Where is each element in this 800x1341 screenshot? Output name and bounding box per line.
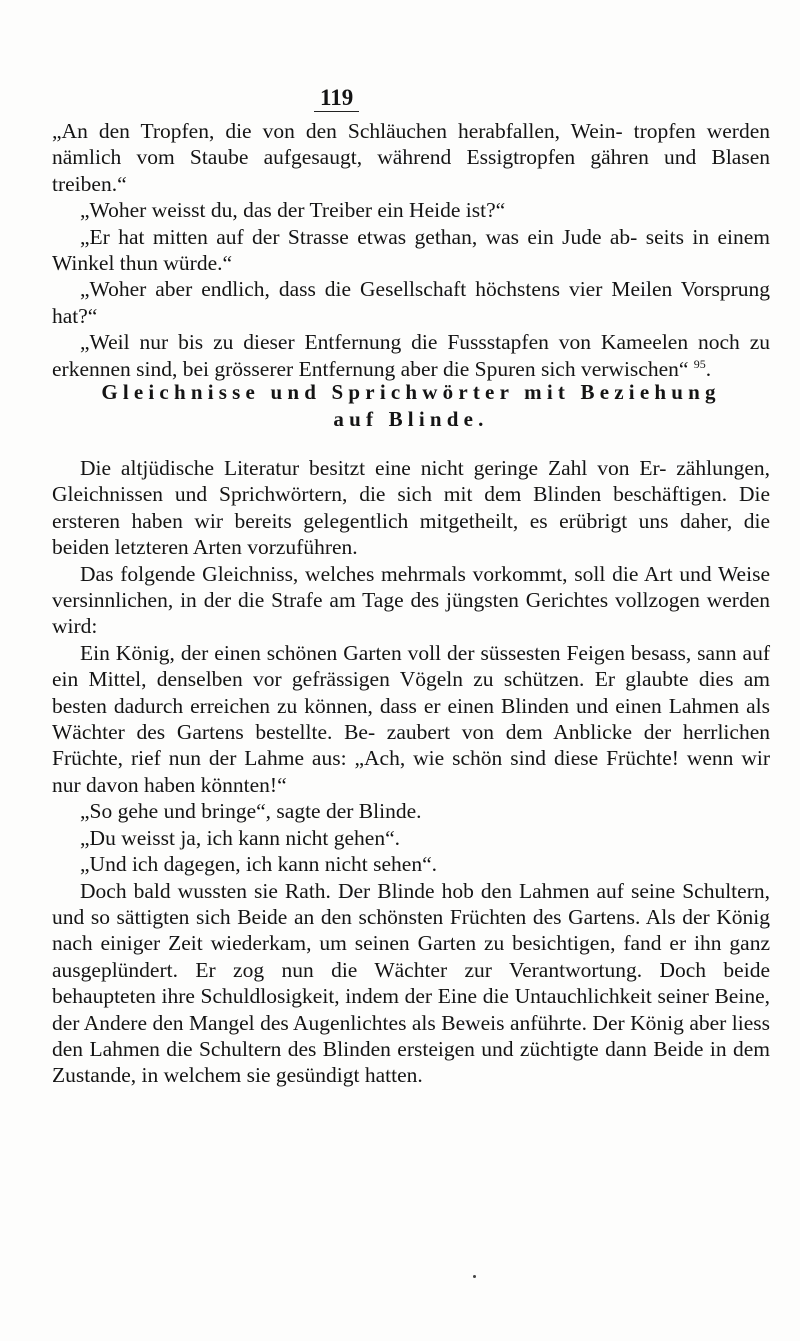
main-text-section <box>52 455 770 1089</box>
print-speck <box>473 1275 476 1278</box>
section-heading-line-2: auf Blinde. <box>333 406 489 431</box>
paragraph: Das folgende Gleichniss, welches mehrmals vorkommt, soll die Art und Weise versinnlichen, in der die Strafe am Tage des jüngsten Gerichtes vollzogen werden wird: <box>52 561 770 639</box>
paragraph-end-punctuation: . <box>705 356 712 381</box>
paragraph: „So gehe und bringe“, sagte der Blinde. <box>80 799 422 824</box>
paragraph-with-footnote <box>52 329 770 382</box>
paragraph: „An den Tropfen, die von den Schläuchen herabfallen, Wein- tropfen werden nämlich vom Staube aufgesaugt, während Essigtropfen gähren und Blasen treiben.“ <box>52 119 770 196</box>
paragraph: „Woher weisst du, das der Treiber ein Heide ist?“ <box>80 198 506 223</box>
dialogue-section <box>52 118 770 382</box>
paragraph: „Und ich dagegen, ich kann nicht sehen“. <box>80 852 438 877</box>
paragraph: Ein König, der einen schönen Garten voll der süssesten Feigen besass, sann auf ein Mittel, denselben vor gefrässigen Vögeln zu schützen. Er glaubte dies am besten dadurch erreichen zu können, dass er einen Blinden und einen Lahmen als Wächter des Gartens bestellte. Be- zaubert von dem Anblicke der herrlichen Früchte, rief nun der Lahme aus: „Ach, wie schön sind diese Früchte! wenn wir nur davon haben könnten!“ <box>52 640 770 797</box>
paragraph: Die altjüdische Literatur besitzt eine nicht geringe Zahl von Er- zählungen, Gleichnissen und Sprichwörtern, die sich mit dem Blinden beschäftigen. Die ersteren haben wir bereits gelegentlich mitgetheilt, es erübrigt uns daher, die beiden letzteren Arten vorzuführen. <box>52 456 770 560</box>
footnote-reference: 95 <box>693 356 706 371</box>
paragraph-text: „Weil nur bis zu dieser Entfernung die Fussstapfen von Kameelen noch zu erkennen sind, bei grösserer Entfernung aber die Spuren sich verwischen“ <box>52 330 770 381</box>
page-number: 119 <box>314 86 359 112</box>
paragraph: „Woher aber endlich, dass die Gesellschaft höchstens vier Meilen Vorsprung hat?“ <box>52 277 770 328</box>
paragraph: „Du weisst ja, ich kann nicht gehen“. <box>80 825 401 850</box>
paragraph: Doch bald wussten sie Rath. Der Blinde hob den Lahmen auf seine Schultern, und so sättigten sich Beide an den schönsten Früchten des Gartens. Als der König nach einiger Zeit wiederkam, um seinen Garten zu besichtigen, fand er ihn ganz ausgeplündert. Er zog nun die Wächter zur Verantwortung. Doch beide behaupteten ihre Schuldlosigkeit, indem der Eine die Untauchlichkeit seiner Beine, der Andere den Mangel des Augenlichtes als Beweis anführte. Der König aber liess den Lahmen die Schultern des Blinden ersteigen und züchtigte dann Beide in dem Zustande, in welchem sie gesündigt hatten. <box>52 878 770 1088</box>
section-heading-line-1: Gleichnisse und Sprichwörter mit Beziehung <box>101 380 721 404</box>
paragraph: „Er hat mitten auf der Strasse etwas gethan, was ein Jude ab- seits in einem Winkel thun würde.“ <box>52 224 770 276</box>
section-heading <box>52 379 770 432</box>
